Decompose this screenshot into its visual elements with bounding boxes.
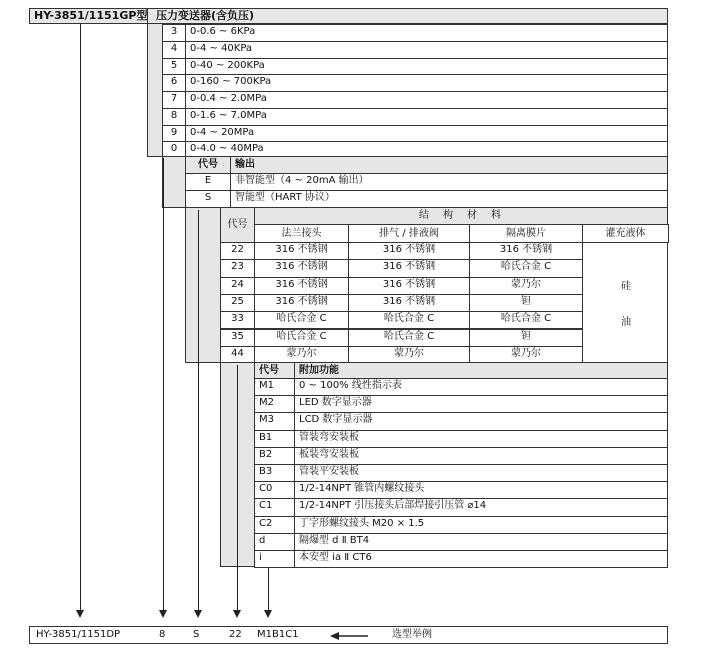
option-code: M2 — [254, 395, 295, 413]
option-code: M3 — [254, 412, 295, 430]
material-leader-line — [237, 365, 238, 614]
option-leader-line — [268, 568, 269, 614]
output-label: 智能型（HART 协议） — [230, 190, 668, 208]
example-options: M1B1C1 — [257, 629, 299, 640]
option-code: i — [254, 550, 295, 568]
material-diaphragm: 316 不锈钢 — [469, 242, 583, 260]
example-output: S — [193, 629, 200, 640]
range-value: 0-0.4 ~ 2.0MPa — [185, 91, 668, 109]
material-code: 35 — [220, 329, 255, 347]
option-code-header: 代号 — [254, 362, 295, 379]
example-note: 选型举例 — [392, 629, 432, 640]
option-label: 管装弯安装板 — [294, 430, 668, 448]
model-name: HY-3851/1151GP型 — [29, 8, 148, 24]
output-code: E — [185, 173, 231, 191]
output-label: 非智能型（4 ~ 20mA 输出） — [230, 173, 668, 191]
material-diaphragm: 钽 — [469, 294, 583, 312]
range-code: 7 — [162, 91, 186, 109]
material-code: 23 — [220, 259, 255, 277]
option-code: C2 — [254, 516, 295, 534]
option-label: LCD 数字显示器 — [294, 412, 668, 430]
material-diaphragm: 蒙乃尔 — [469, 346, 583, 364]
fill-fluid-cell — [582, 242, 668, 363]
option-label: 丁字形螺纹接头 M20 × 1.5 — [294, 516, 668, 534]
material-code: 24 — [220, 277, 255, 295]
material-flange: 哈氏合金 C — [254, 311, 349, 329]
range-value: 0-0.6 ~ 6KPa — [185, 24, 668, 42]
output-arrow-icon — [194, 610, 202, 618]
material-valve: 316 不锈钢 — [348, 277, 470, 295]
option-code: M1 — [254, 378, 295, 396]
material-valve: 哈氏合金 C — [348, 329, 470, 347]
material-code-header: 代号 — [220, 207, 255, 243]
range-code: 0 — [162, 141, 186, 159]
range-value: 0-4 ~ 20MPa — [185, 125, 668, 143]
range-leader-line — [163, 158, 164, 614]
option-label: 1/2-14NPT 引压接头后部焊接引压管 ⌀14 — [294, 498, 668, 516]
material-diaphragm: 蒙乃尔 — [469, 277, 583, 295]
material-flange: 蒙乃尔 — [254, 346, 349, 364]
material-flange: 316 不锈钢 — [254, 259, 349, 277]
range-value: 0-1.6 ~ 7.0MPa — [185, 108, 668, 126]
option-code: B3 — [254, 464, 295, 482]
material-flange: 316 不锈钢 — [254, 294, 349, 312]
output-code-header: 代号 — [185, 156, 231, 174]
range-code: 9 — [162, 125, 186, 143]
model-arrow-icon — [76, 610, 84, 618]
material-code: 25 — [220, 294, 255, 312]
option-code: C1 — [254, 498, 295, 516]
range-indent — [147, 23, 163, 157]
example-arrow-icon — [330, 628, 370, 647]
material-column-header: 排气 / 排液阀 — [348, 224, 470, 243]
material-code: 22 — [220, 242, 255, 260]
range-code: 4 — [162, 41, 186, 59]
example-range: 8 — [159, 629, 166, 640]
range-code: 8 — [162, 108, 186, 126]
material-flange: 316 不锈钢 — [254, 242, 349, 260]
material-valve: 哈氏合金 C — [348, 311, 470, 329]
material-arrow-icon — [233, 610, 241, 618]
material-column-header: 灌充液体 — [582, 224, 669, 243]
material-valve: 316 不锈钢 — [348, 294, 470, 312]
option-label: 0 ~ 100% 线性指示表 — [294, 378, 668, 396]
option-label: 1/2-14NPT 锥管内螺纹接头 — [294, 481, 668, 499]
range-value: 0-4.0 ~ 40MPa — [185, 141, 668, 159]
example-material: 22 — [229, 629, 242, 640]
material-code: 33 — [220, 311, 255, 329]
option-label: LED 数字显示器 — [294, 395, 668, 413]
output-code: S — [185, 190, 231, 208]
option-code: B1 — [254, 430, 295, 448]
fill-fluid-bottom: 油 — [621, 317, 631, 328]
material-indent — [185, 207, 221, 363]
range-value: 0-160 ~ 700KPa — [185, 74, 668, 92]
model-leader-line — [80, 24, 81, 614]
range-code: 5 — [162, 58, 186, 76]
material-flange: 316 不锈钢 — [254, 277, 349, 295]
material-title-header: 结 构 材 料 — [254, 207, 668, 225]
range-arrow-icon — [159, 610, 167, 618]
range-code: 6 — [162, 74, 186, 92]
material-diaphragm: 钽 — [469, 329, 583, 347]
material-code: 44 — [220, 346, 255, 364]
option-label: 板装弯安装板 — [294, 447, 668, 465]
model-title: 压力变送器(含负压) — [147, 8, 668, 24]
option-label-header: 附加功能 — [294, 362, 668, 379]
range-value: 0-4 ~ 40KPa — [185, 41, 668, 59]
material-diaphragm: 哈氏合金 C — [469, 311, 583, 329]
range-value: 0-40 ~ 200KPa — [185, 58, 668, 76]
fill-fluid-top: 硅 — [621, 281, 631, 292]
material-valve: 316 不锈钢 — [348, 259, 470, 277]
option-arrow-icon — [264, 610, 272, 618]
output-leader-line — [198, 210, 199, 614]
material-diaphragm: 哈氏合金 C — [469, 259, 583, 277]
option-code: C0 — [254, 481, 295, 499]
output-indent — [162, 156, 186, 208]
option-code: B2 — [254, 447, 295, 465]
material-column-header: 法兰接头 — [254, 224, 349, 243]
range-code: 3 — [162, 24, 186, 42]
material-flange: 哈氏合金 C — [254, 329, 349, 347]
option-label: 隔爆型 d Ⅱ BT4 — [294, 533, 668, 551]
output-label-header: 输出 — [230, 156, 668, 174]
example-model: HY-3851/1151DP — [36, 629, 121, 640]
option-code: d — [254, 533, 295, 551]
material-valve: 蒙乃尔 — [348, 346, 470, 364]
material-valve: 316 不锈钢 — [348, 242, 470, 260]
material-column-header: 隔离膜片 — [469, 224, 583, 243]
option-label: 本安型 ia Ⅱ CT6 — [294, 550, 668, 568]
option-label: 管装平安装板 — [294, 464, 668, 482]
